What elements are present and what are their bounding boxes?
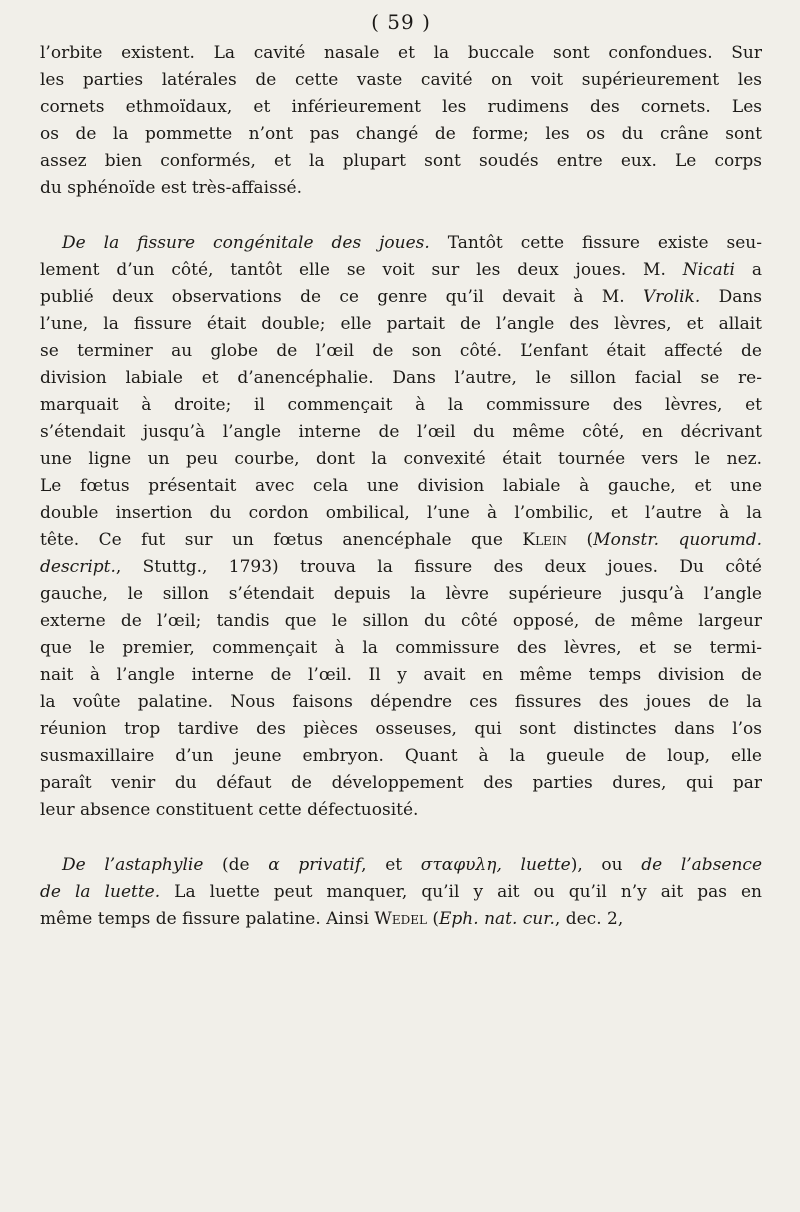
- text-line: [40, 446, 762, 473]
- text-run: que le premier, commençait à la commissure des lèvres, et se termi-: [40, 638, 762, 658]
- text-run: gauche, le sillon s’étendait depuis la lèvre supérieure jusqu’à l’angle: [40, 584, 762, 604]
- text-line: [40, 175, 762, 202]
- text-run: Vrolik.: [643, 287, 701, 307]
- text-line: [40, 284, 762, 311]
- text-run: α privatif: [268, 855, 362, 875]
- text-line: [40, 716, 762, 743]
- text-line: [40, 94, 762, 121]
- text-run: cornets ethmoïdaux, et inférieurement les rudimens des cornets. Les: [40, 97, 762, 117]
- text-run: paraît venir du défaut de développement des parties dures, qui par: [40, 773, 762, 793]
- text-run: externe de l’œil; tandis que le sillon du côté opposé, de même largeur: [40, 611, 762, 631]
- text-line: [40, 500, 762, 527]
- text-run: descript.: [40, 557, 116, 577]
- text-run: Wedel: [374, 909, 427, 929]
- text-run: publié deux observations de ce genre qu’il devait à M.: [40, 287, 644, 307]
- text-run: se terminer au globe de l’œil de son côté. L’enfant était affecté de: [40, 341, 762, 361]
- text-line: [40, 879, 762, 906]
- text-run: De la fissure congénitale des joues.: [62, 233, 430, 253]
- text-line: [40, 473, 762, 500]
- text-run: σταφυλη, luette: [420, 855, 571, 875]
- text-line: [40, 148, 762, 175]
- text-line: [40, 662, 762, 689]
- text-run: lement d’un côté, tantôt elle se voit sur les deux joues. M.: [40, 260, 683, 280]
- text-line: [40, 392, 762, 419]
- text-run: marquait à droite; il commençait à la commissure des lèvres, et: [40, 395, 762, 415]
- text-line: [40, 770, 762, 797]
- text-run: Le fœtus présentait avec cela une division labiale à gauche, et une: [40, 476, 762, 496]
- text-run: ), ou: [570, 855, 642, 875]
- text-run: la voûte palatine. Nous faisons dépendre ces fissures des joues de la: [40, 692, 762, 712]
- text-line: [40, 608, 762, 635]
- text-run: de la luette.: [40, 882, 161, 902]
- text-line: [40, 230, 762, 257]
- text-run: leur absence constituent cette défectuosité.: [40, 800, 419, 820]
- text-line: [40, 40, 762, 67]
- text-line: [40, 311, 762, 338]
- text-run: nait à l’angle interne de l’œil. Il y avait en même temps division de: [40, 665, 762, 685]
- text-line: [40, 527, 762, 554]
- book-page: [40, 0, 762, 1212]
- text-line: [40, 257, 762, 284]
- text-run: os de la pommette n’ont pas changé de forme; les os du crâne sont: [40, 124, 762, 144]
- text-line: [40, 581, 762, 608]
- text-run: Tantôt cette fissure existe seu-: [429, 233, 762, 253]
- text-run: double insertion du cordon ombilical, l’une à l’ombilic, et l’autre à la: [40, 503, 762, 523]
- text-run: du sphénoïde est très-affaissé.: [40, 178, 303, 198]
- text-run: même temps de fissure palatine. Ainsi: [40, 909, 375, 929]
- text-line: [40, 689, 762, 716]
- text-line: [40, 365, 762, 392]
- text-line: [40, 338, 762, 365]
- text-line: [40, 797, 762, 824]
- text-run: tête. Ce fut sur un fœtus anencéphale que: [40, 530, 523, 550]
- text-line: [40, 554, 762, 581]
- text-run: (: [426, 909, 440, 929]
- text-run: s’étendait jusqu’à l’angle interne de l’œil du même côté, en décrivant: [40, 422, 762, 442]
- text-run: une ligne un peu courbe, dont la convexité était tournée vers le nez.: [40, 449, 762, 469]
- text-run: assez bien conformés, et la plupart sont soudés entre eux. Le corps: [40, 151, 762, 171]
- text-line: [40, 419, 762, 446]
- text-run: (: [567, 530, 594, 550]
- text-run: Dans: [700, 287, 763, 307]
- text-run: La luette peut manquer, qu’il y ait ou qu’il n’y ait pas en: [160, 882, 762, 902]
- text-run: Eph. nat. cur.: [439, 909, 555, 929]
- text-run: Nicati: [682, 260, 735, 280]
- text-run: , dec. 2,: [554, 909, 624, 929]
- text-run: division labiale et d’anencéphalie. Dans l’autre, le sillon facial se re-: [40, 368, 762, 388]
- body-text: [40, 40, 762, 933]
- text-line: [40, 906, 762, 933]
- text-line: [40, 852, 762, 879]
- paragraph-gap: [40, 202, 762, 230]
- text-run: a: [734, 260, 762, 280]
- paragraph-gap: [40, 824, 762, 852]
- text-run: l’orbite existent. La cavité nasale et la buccale sont confondues. Sur: [40, 43, 762, 63]
- text-run: l’une, la fissure était double; elle partait de l’angle des lèvres, et allait: [40, 314, 762, 334]
- text-run: De l’astaphylie: [62, 855, 204, 875]
- text-run: Monstr. quorumd.: [593, 530, 762, 550]
- text-run: de l’absence: [641, 855, 763, 875]
- text-run: les parties latérales de cette vaste cavité on voit supérieurement les: [40, 70, 762, 90]
- text-run: , et: [361, 855, 421, 875]
- text-line: [40, 67, 762, 94]
- text-run: , Stuttg., 1793) trouva la fissure des deux joues. Du côté: [115, 557, 762, 577]
- text-run: susmaxillaire d’un jeune embryon. Quant à la gueule de loup, elle: [40, 746, 762, 766]
- text-run: (de: [203, 855, 269, 875]
- text-line: [40, 635, 762, 662]
- text-line: [40, 121, 762, 148]
- text-run: Klein: [522, 530, 568, 550]
- text-line: [40, 743, 762, 770]
- page-number: ( 59 ): [371, 10, 431, 34]
- text-run: réunion trop tardive des pièces osseuses, qui sont distinctes dans l’os: [40, 719, 762, 739]
